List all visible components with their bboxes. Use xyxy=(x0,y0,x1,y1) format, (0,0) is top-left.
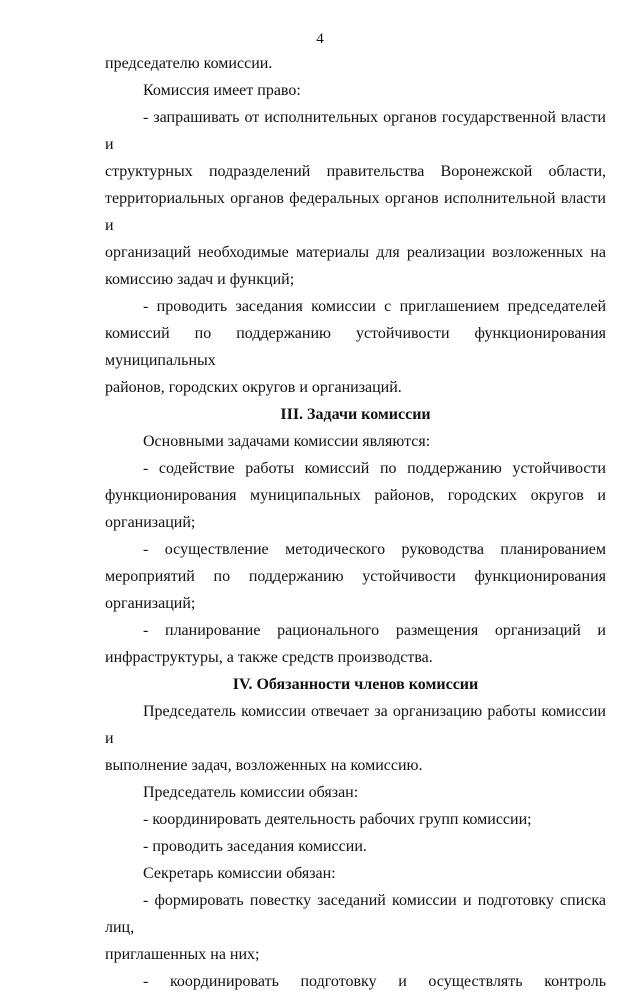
text-line: Председатель комиссии обязан: xyxy=(143,784,359,801)
text-line: организаций; xyxy=(105,595,196,612)
text-line: - проводить заседания комиссии с приглашением председателей xyxy=(143,298,606,315)
text-line: Основными задачами комиссии являются: xyxy=(143,433,431,450)
text-line: приглашенных на них; xyxy=(105,946,260,963)
text-line: - содействие работы комиссий по поддержанию устойчивости xyxy=(143,460,606,477)
text-line: - осуществление методического руководства планированием xyxy=(143,541,606,558)
text-line: организаций необходимые материалы для реализации возложенных на xyxy=(105,244,606,261)
text-line: комиссию задач и функций; xyxy=(105,271,295,288)
text-line: - планирование рационального размещения организаций и xyxy=(143,622,606,639)
text-line: - формировать повестку заседаний комиссии и подготовку списка лиц, xyxy=(105,892,606,936)
text-line: Комиссия имеет право: xyxy=(143,82,301,99)
section-heading: IV. Обязанности членов комиссии xyxy=(232,676,479,693)
text-line: - координировать деятельность рабочих групп комиссии; xyxy=(143,811,532,828)
section-heading: III. Задачи комиссии xyxy=(280,406,431,423)
text-line: - координировать подготовку и осуществлять контроль xyxy=(143,973,606,990)
text-line: районов, городских округов и организаций. xyxy=(105,379,402,396)
text-line: Секретарь комиссии обязан: xyxy=(143,865,336,882)
text-line: - запрашивать от исполнительных органов государственной власти и xyxy=(105,109,606,153)
text-line: Председатель комиссии отвечает за организацию работы комиссии и xyxy=(105,703,606,747)
text-line: структурных подразделений правительства Воронежской области, xyxy=(105,163,606,180)
text-line: - проводить заседания комиссии. xyxy=(143,838,367,855)
text-line: выполнение задач, возложенных на комиссию. xyxy=(105,757,423,774)
text-line: комиссий по поддержанию устойчивости функционирования муниципальных xyxy=(105,325,606,369)
text-line: функционирования муниципальных районов, городских округов и xyxy=(105,487,606,504)
text-line: мероприятий по поддержанию устойчивости функционирования xyxy=(105,568,606,585)
page-number: 4 xyxy=(316,31,324,47)
document-body xyxy=(105,50,606,995)
text-line: председателю комиссии. xyxy=(105,55,273,72)
text-line: территориальных органов федеральных органов исполнительной власти и xyxy=(105,190,606,234)
text-line: организаций; xyxy=(105,514,196,531)
text-line: инфраструктуры, а также средств производства. xyxy=(105,649,433,666)
